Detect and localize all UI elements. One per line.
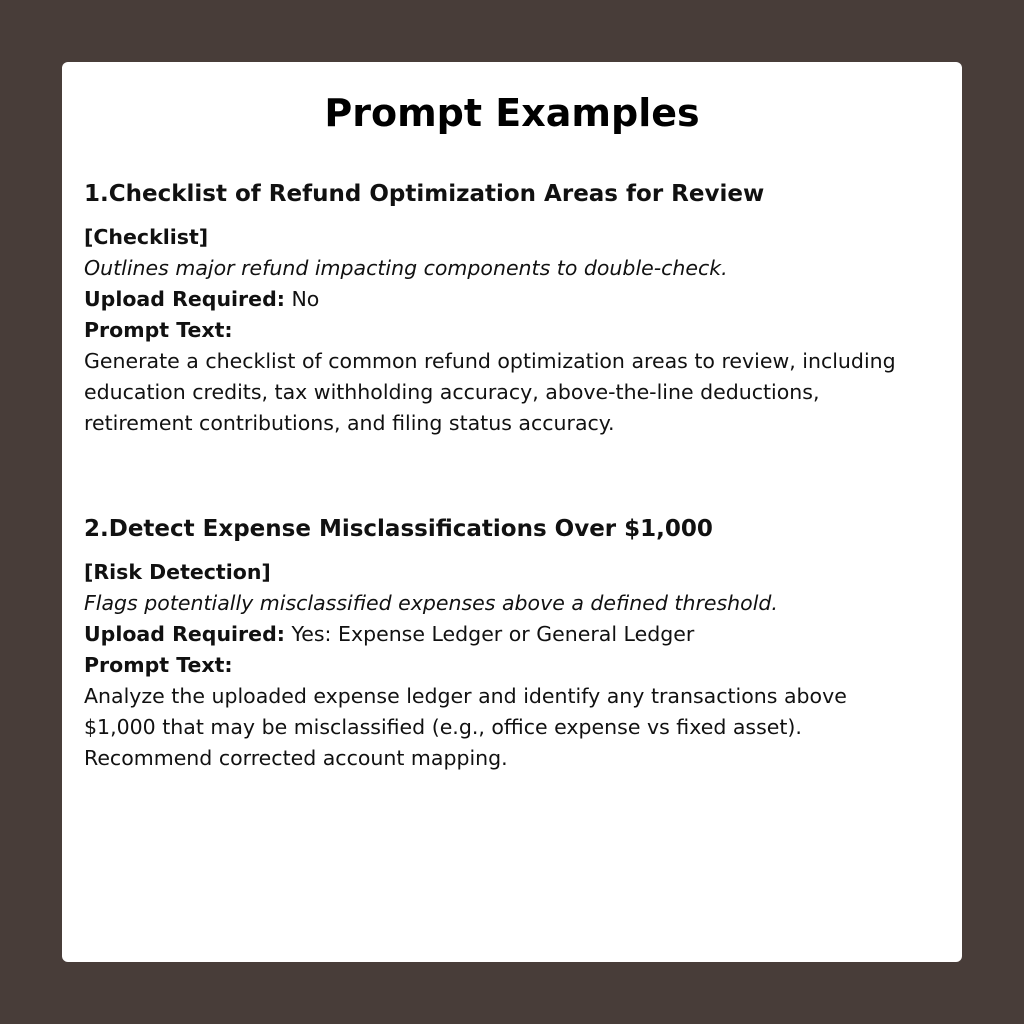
example-section-1 [84, 180, 944, 439]
page-title: Prompt Examples [324, 91, 700, 135]
category-tag: [Checklist] [84, 225, 209, 249]
upload-required-row [84, 619, 944, 650]
prompt-text-line: $1,000 that may be misclassified (e.g., office expense vs fixed asset). [84, 715, 802, 739]
prompt-text-line: Generate a checklist of common refund optimization areas to review, including [84, 349, 896, 373]
prompt-text-label: Prompt Text: [84, 318, 233, 342]
example-section-2 [84, 515, 944, 774]
category-tag: [Risk Detection] [84, 560, 271, 584]
upload-required-label: Upload Required: [84, 287, 285, 311]
prompt-text-line: retirement contributions, and filing status accuracy. [84, 411, 615, 435]
prompt-text-line: Recommend corrected account mapping. [84, 746, 508, 770]
prompt-text-line: Analyze the uploaded expense ledger and identify any transactions above [84, 684, 847, 708]
prompt-text-line: education credits, tax withholding accuracy, above-the-line deductions, [84, 380, 820, 404]
upload-required-value: Yes: Expense Ledger or General Ledger [284, 622, 695, 646]
upload-required-row [84, 284, 944, 315]
description-text: Outlines major refund impacting components to double-check. [84, 256, 728, 280]
content-card [62, 62, 962, 962]
section-heading: 1.Checklist of Refund Optimization Areas for Review [84, 181, 765, 207]
description-text: Flags potentially misclassified expenses above a defined threshold. [84, 591, 778, 615]
upload-required-label: Upload Required: [84, 622, 285, 646]
prompt-text-label: Prompt Text: [84, 653, 233, 677]
upload-required-value: No [284, 287, 320, 311]
section-heading: 2.Detect Expense Misclassifications Over $1,000 [84, 516, 713, 542]
